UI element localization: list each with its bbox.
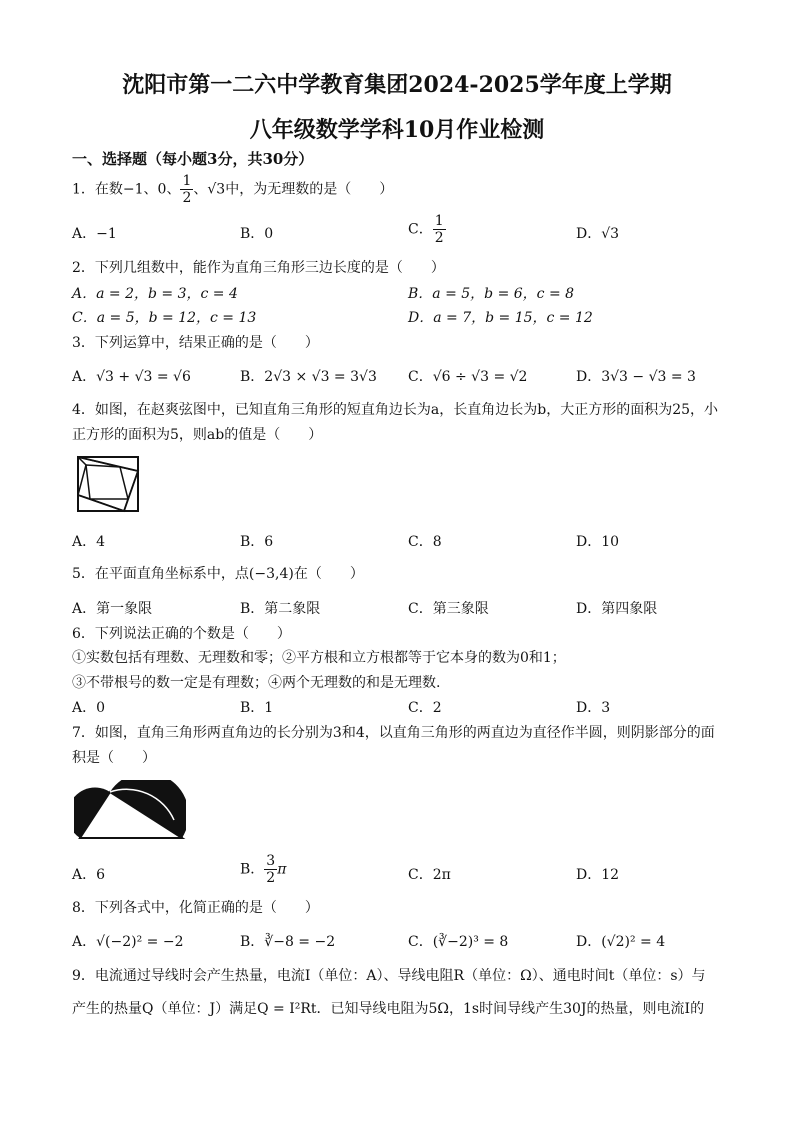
question-8-stem: 8．下列各式中，化简正确的是（ ） — [72, 900, 319, 916]
q3-option-b: B．2√3 × √3 = 3√3 — [240, 369, 377, 385]
question-9-line2: 产生的热量Q（单位：J）满足Q = I²Rt．已知导线电阻为5Ω，1s时间导线产生30J的热量，则电流I的 — [72, 1001, 705, 1017]
q3-option-d: D．3√3 − √3 = 3 — [576, 369, 696, 385]
q2-option-c: C．a = 5，b = 12，c = 13 — [72, 310, 257, 326]
fraction: $\frac{1}{2}$ — [182, 173, 192, 206]
question-6-statement-2: ③不带根号的数一定是有理数；④两个无理数的和是无理数. — [72, 675, 441, 691]
semicircle-figure — [74, 780, 186, 844]
question-7-stem-line2: 积是（ ） — [72, 750, 156, 766]
q5-option-b: B．第二象限 — [240, 601, 321, 617]
question-3-stem: 3．下列运算中，结果正确的是（ ） — [72, 335, 319, 351]
q2-option-b: B．a = 5，b = 6，c = 8 — [408, 286, 575, 302]
q4-option-b: B．6 — [240, 534, 274, 550]
q4-option-a: A．4 — [72, 534, 106, 550]
q3-option-a: A．√3 + √3 = √6 — [72, 369, 191, 385]
question-2-stem: 2．下列几组数中，能作为直角三角形三边长度的是（ ） — [72, 260, 445, 276]
question-6-statement-1: ①实数包括有理数、无理数和零；②平方根和立方根都等于它本身的数为0和1； — [72, 650, 566, 666]
question-9-line1: 9．电流通过导线时会产生热量，电流I（单位：A）、导线电阻R（单位：Ω）、通电时间t（单位：s）与 — [72, 968, 706, 984]
q1-option-b: B．0 — [240, 226, 274, 242]
q8-option-c: C．(∛−2)³ = 8 — [408, 934, 509, 950]
q1-option-d: D．√3 — [576, 226, 620, 242]
q4-option-c: C．8 — [408, 534, 442, 550]
q7-option-b: B． $\frac{3}{2}$ π — [240, 853, 287, 886]
question-1-stem: 1．在数−1、0、 $\frac{1}{2}$ 、√3中，为无理数的是（ ） — [72, 173, 394, 206]
question-4-stem-line1: 4．如图，在赵爽弦图中，已知直角三角形的短直角边长为a，长直角边长为b，大正方形的面积为25，小 — [72, 402, 719, 418]
q4-option-d: D．10 — [576, 534, 620, 550]
question-4-stem-line2: 正方形的面积为5，则ab的值是（ ） — [72, 427, 323, 443]
q5-option-c: C．第三象限 — [408, 601, 489, 617]
q7-option-a: A．6 — [72, 867, 106, 883]
q8-option-a: A．√(−2)² = −2 — [72, 934, 184, 950]
q7-option-c: C．2π — [408, 867, 451, 883]
q6-option-b: B．1 — [240, 700, 274, 716]
q1-option-a: A．−1 — [72, 226, 117, 242]
q8-option-b: B．∛−8 = −2 — [240, 934, 336, 950]
zhao-shuang-figure — [76, 455, 140, 513]
q6-option-a: A．0 — [72, 700, 106, 716]
question-6-stem: 6．下列说法正确的个数是（ ） — [72, 626, 291, 642]
section-heading: 一、选择题（每小题3分，共30分） — [72, 150, 314, 168]
q5-option-a: A．第一象限 — [72, 601, 153, 617]
page-title-line2: 八年级数学学科10月作业检测 — [249, 117, 545, 143]
q2-option-a: A．a = 2，b = 3，c = 4 — [72, 286, 238, 302]
q1-option-c: C． $\frac{1}{2}$ — [408, 213, 444, 246]
q2-option-d: D．a = 7，b = 15，c = 12 — [408, 310, 593, 326]
page-title-line1: 沈阳市第一二六中学教育集团2024-2025学年度上学期 — [122, 72, 672, 98]
q6-option-c: C．2 — [408, 700, 442, 716]
q6-option-d: D．3 — [576, 700, 611, 716]
q8-option-d: D．(√2)² = 4 — [576, 934, 666, 950]
question-5-stem: 5．在平面直角坐标系中，点(−3,4)在（ ） — [72, 566, 364, 582]
q5-option-d: D．第四象限 — [576, 601, 658, 617]
question-7-stem-line1: 7．如图，直角三角形两直角边的长分别为3和4，以直角三角形的两直边为直径作半圆，则阴影部分的面 — [72, 725, 715, 741]
q7-option-d: D．12 — [576, 867, 620, 883]
q3-option-c: C．√6 ÷ √3 = √2 — [408, 369, 528, 385]
